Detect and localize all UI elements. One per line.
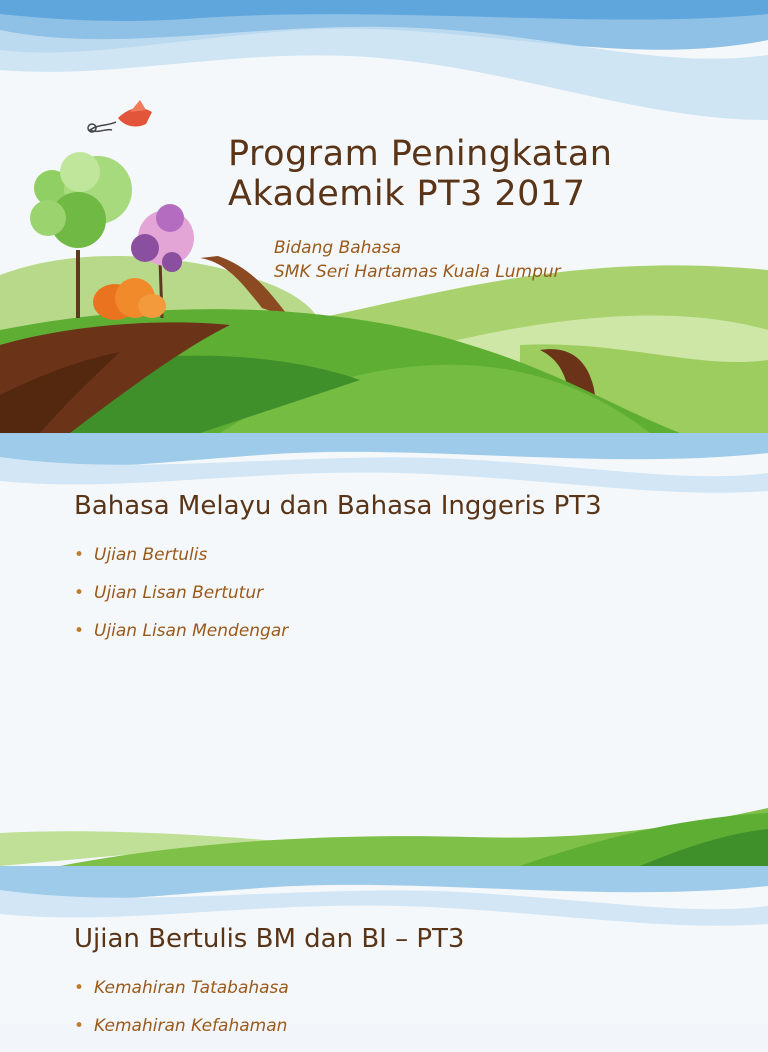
content-slide-2 <box>0 866 768 1036</box>
list-item: • Ujian Lisan Mendengar <box>74 621 289 641</box>
presentation-title <box>228 134 612 214</box>
list-item: • Ujian Lisan Bertutur <box>74 583 264 603</box>
bullet-list <box>74 976 289 1052</box>
title-line-2: Akademik PT3 2017 <box>228 174 586 214</box>
landscape-background <box>0 0 768 433</box>
subtitle-line-1: Bidang Bahasa <box>274 238 402 258</box>
list-item: • Ujian Bertulis <box>74 545 208 565</box>
content-slide-1 <box>0 433 768 866</box>
title-line-1: Program Peningkatan <box>228 134 613 174</box>
title-slide <box>0 0 768 433</box>
slide-title: Ujian Bertulis BM dan BI – PT3 <box>74 924 465 954</box>
list-item: • Kemahiran Tatabahasa <box>74 978 289 998</box>
list-item: • Kemahiran Kefahaman <box>74 1016 288 1036</box>
subtitle-line-2: SMK Seri Hartamas Kuala Lumpur <box>274 262 561 282</box>
slide-title: Bahasa Melayu dan Bahasa Inggeris PT3 <box>74 491 602 521</box>
presentation-subtitle <box>274 236 561 284</box>
bullet-list <box>74 543 288 657</box>
